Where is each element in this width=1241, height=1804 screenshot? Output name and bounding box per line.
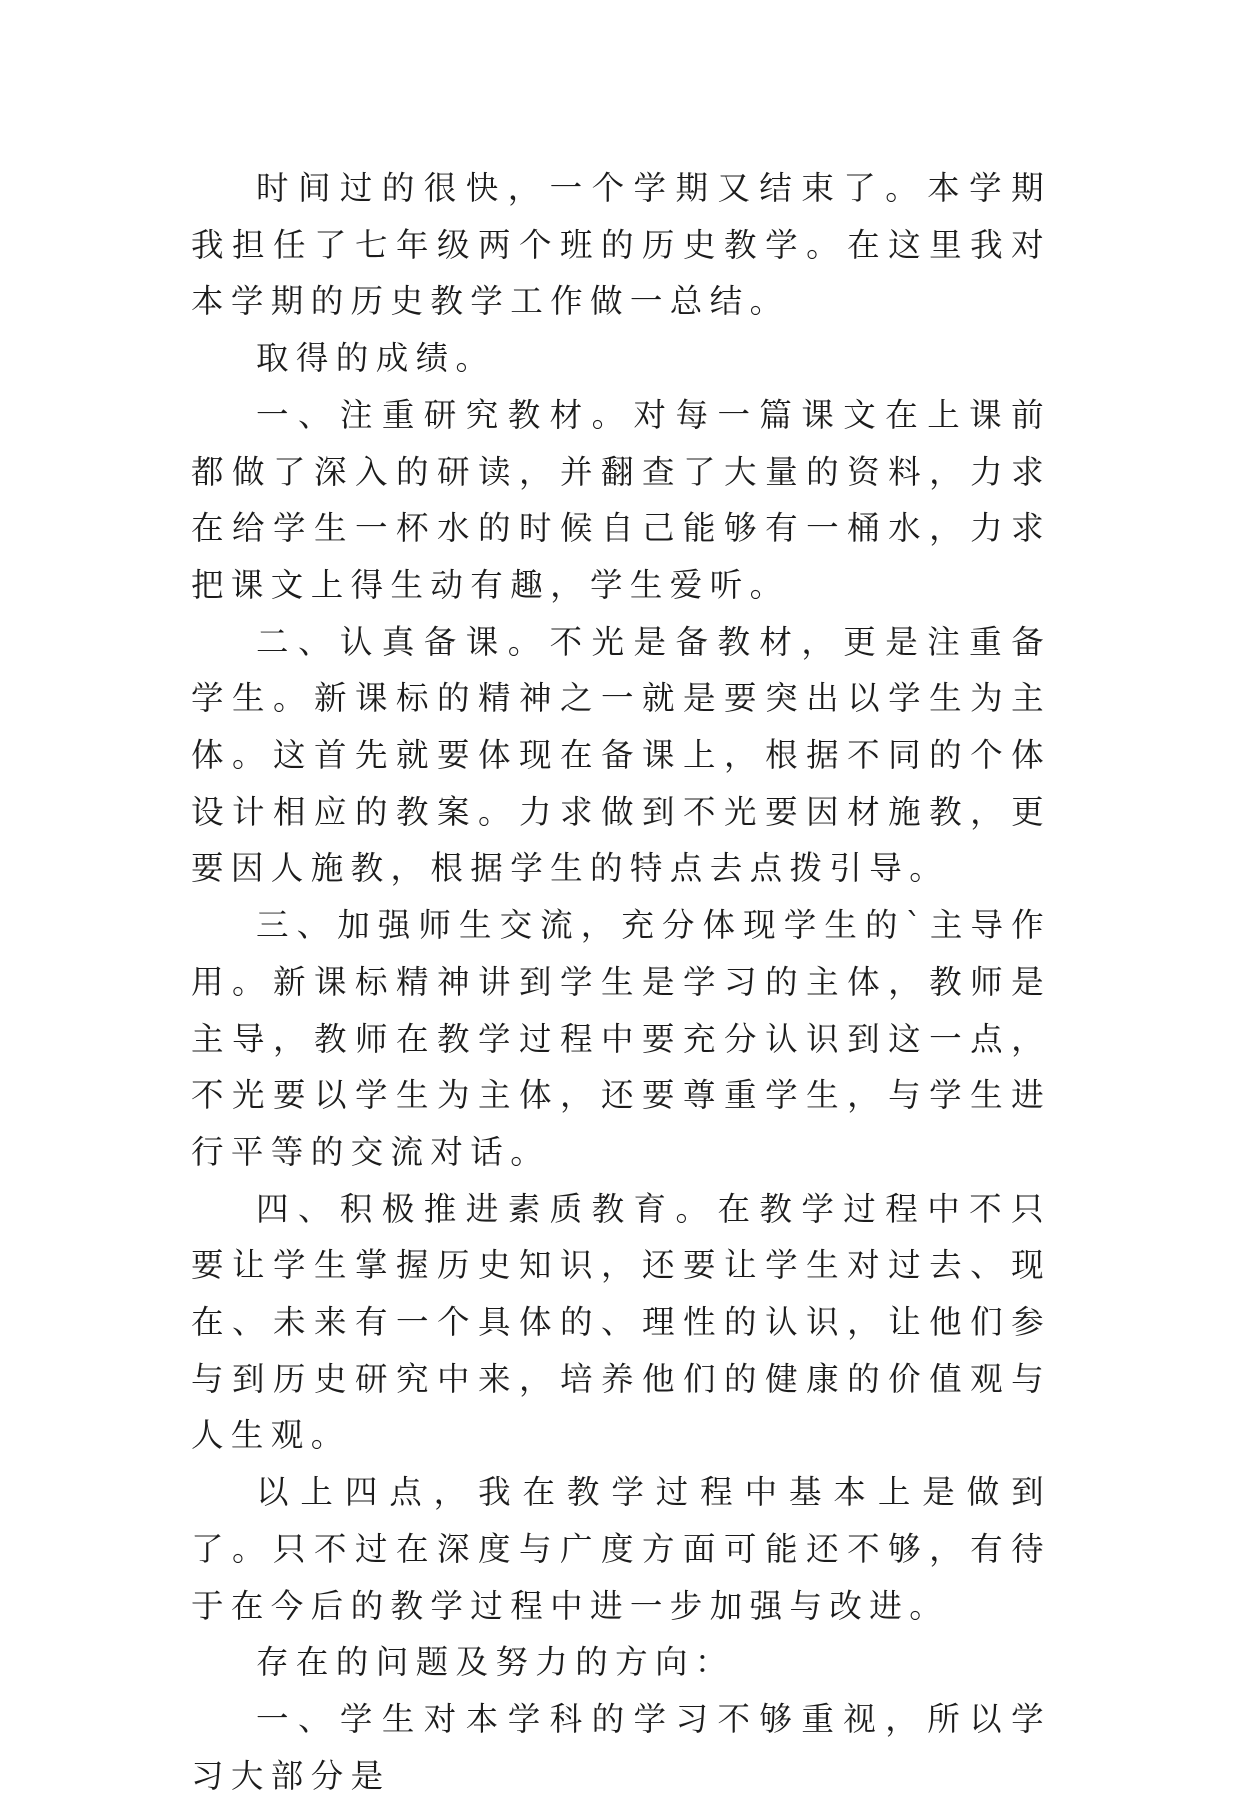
paragraph-achievement-3: 三、加强师生交流，充分体现学生的`主导作用。新课标精神讲到学生是学习的主体，教师是主导，教师在教学过程中要充分认识到这一点，不光要以学生为主体，还要尊重学生，与学生进行平等的交流对话。: [191, 906, 1051, 1171]
paragraph-summary: 以上四点，我在教学过程中基本上是做到了。只不过在深度与广度方面可能还不够，有待于在今后的教学过程中进一步加强与改进。: [191, 1473, 1051, 1625]
paragraph-achievement-4: 四、积极推进素质教育。在教学过程中不只要让学生掌握历史知识，还要让学生对过去、现在、未来有一个具体的、理性的认识，让他们参与到历史研究中来，培养他们的健康的价值观与人生观。: [191, 1189, 1051, 1455]
paragraph-achievement-2: 二、认真备课。不光是备教材，更是注重备学生。新课标的精神之一就是要突出以学生为主体。这首先就要体现在备课上，根据不同的个体设计相应的教案。力求做到不光要因材施教，更要因人施教，根据学生的特点去点拨引导。: [191, 622, 1051, 888]
heading-problems: 存在的问题及努力的方向：: [256, 1643, 735, 1682]
paragraph-achievement-1: 一、注重研究教材。对每一篇课文在上课前都做了深入的研读，并翻查了大量的资料，力求在给学生一杯水的时候自己能够有一桶水，力求把课文上得生动有趣，学生爱听。: [191, 395, 1051, 604]
document-body: [191, 160, 1051, 1804]
paragraph-intro: 时间过的很快，一个学期又结束了。本学期我担任了七年级两个班的历史教学。在这里我对本学期的历史教学工作做一总结。: [191, 169, 1051, 321]
heading-achievements: 取得的成绩。: [256, 339, 496, 378]
paragraph-problem-1: 一、学生对本学科的学习不够重视，所以学习大部分是: [191, 1699, 1051, 1795]
